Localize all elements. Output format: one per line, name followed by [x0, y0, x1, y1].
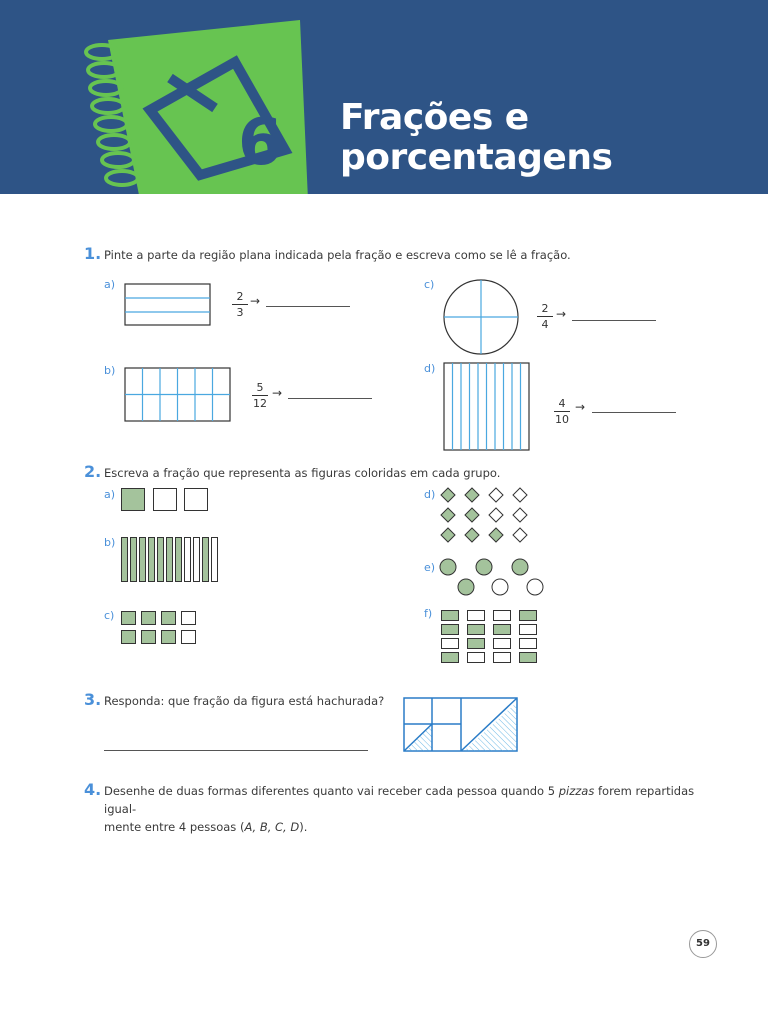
- q1c-fraction: [537, 302, 553, 331]
- q2b-bar-filled: [166, 537, 173, 582]
- q2f-label: f): [424, 607, 433, 620]
- q2b-bar-filled: [130, 537, 137, 582]
- q2b-bar: [211, 537, 218, 582]
- q1a-fraction: [232, 290, 248, 319]
- q1b-den: 12: [253, 397, 267, 410]
- q2-text: Escreva a fração que representa as figuras coloridas em cada grupo.: [104, 466, 501, 480]
- q1-number: 1.: [84, 244, 102, 263]
- q2b-bar: [184, 537, 191, 582]
- q2b-bar-filled: [202, 537, 209, 582]
- q1d-den: 10: [555, 413, 569, 426]
- q1b-num: 5: [256, 381, 264, 394]
- q2f-rect-filled: [493, 624, 511, 635]
- q2b-bar-filled: [121, 537, 128, 582]
- q2c-square-filled: [161, 630, 176, 644]
- q2f-rect: [467, 652, 485, 663]
- title-line1: Frações e: [340, 97, 529, 138]
- q4-line2-part2: ).: [299, 820, 308, 834]
- q1a-den: 3: [236, 306, 244, 319]
- q2f-rect-filled: [441, 610, 459, 621]
- q1a-num: 2: [236, 290, 244, 303]
- q2f-rect: [519, 624, 537, 635]
- q2f-rect-filled: [467, 638, 485, 649]
- q2c-square: [181, 611, 196, 625]
- q2c-square-filled: [121, 611, 136, 625]
- q1a-rectangle[interactable]: [124, 283, 212, 327]
- q2a-square: [153, 488, 177, 511]
- q2b-bar: [193, 537, 200, 582]
- q2f-rect-filled: [467, 624, 485, 635]
- q4-line2-italic: A, B, C, D: [244, 820, 300, 834]
- q2b-bar-filled: [157, 537, 164, 582]
- q2f-rect: [441, 638, 459, 649]
- q1c-answer-line[interactable]: [572, 320, 656, 321]
- q2f-rect: [493, 652, 511, 663]
- q1a-answer-line[interactable]: [266, 306, 350, 307]
- q2e-circles: [436, 556, 548, 600]
- q2c-square-filled: [161, 611, 176, 625]
- q1b-arrow: →: [272, 386, 283, 400]
- q2a-square-filled: [121, 488, 145, 511]
- q1d-arrow: →: [575, 400, 586, 414]
- q2a-label: a): [104, 488, 116, 501]
- q3-answer-line[interactable]: [104, 750, 368, 751]
- q1b-rectangle[interactable]: [124, 367, 232, 423]
- q2-number: 2.: [84, 462, 102, 481]
- page-title: [340, 98, 612, 178]
- q1d-num: 4: [558, 397, 566, 410]
- q2f-rect-filled: [519, 652, 537, 663]
- q1d-fraction: [554, 397, 570, 426]
- q1d-answer-line[interactable]: [592, 412, 676, 413]
- q2e-label: e): [424, 561, 436, 574]
- q3-text: Responda: que fração da figura está hachurada?: [104, 694, 385, 708]
- q1c-label: c): [424, 278, 435, 291]
- q2c-square-filled: [141, 611, 156, 625]
- q2b-bar-filled: [175, 537, 182, 582]
- q2b-bar-filled: [148, 537, 155, 582]
- q2f-rect: [493, 638, 511, 649]
- title-line2: porcentagens: [340, 137, 613, 178]
- q2f-rect-filled: [441, 624, 459, 635]
- q1c-den: 4: [541, 318, 549, 331]
- q1a-label: a): [104, 278, 116, 291]
- q4-text-part1: Desenhe de duas formas diferentes quanto vai receber cada pessoa quando 5: [104, 784, 559, 798]
- q2f-rect: [519, 638, 537, 649]
- q4-text-italic: pizzas: [558, 784, 595, 798]
- q1-text: Pinte a parte da região plana indicada pela fração e escreva como se lê a fração.: [104, 248, 571, 262]
- q1b-fraction: [252, 381, 268, 410]
- q1a-arrow: →: [250, 294, 261, 308]
- q1d-label: d): [424, 362, 436, 375]
- q2c-label: c): [104, 609, 115, 622]
- q3-number: 3.: [84, 690, 102, 709]
- q4-text-part2: forem repartidas igual-: [104, 784, 695, 816]
- q2f-rect-filled: [441, 652, 459, 663]
- q2f-rect: [493, 610, 511, 621]
- chapter-number: 6: [238, 106, 283, 180]
- q4-line2-part1: mente entre 4 pessoas (: [104, 820, 245, 834]
- q1d-square[interactable]: [443, 362, 531, 452]
- q1c-num: 2: [541, 302, 549, 315]
- q1b-label: b): [104, 364, 116, 377]
- q2c-square: [181, 630, 196, 644]
- q2f-rect-filled: [519, 610, 537, 621]
- q2d-diamonds: [438, 486, 534, 546]
- q3-hatched-figure: [402, 696, 520, 754]
- q1b-answer-line[interactable]: [288, 398, 372, 399]
- q2b-label: b): [104, 536, 116, 549]
- q2f-rect: [467, 610, 485, 621]
- q4-number: 4.: [84, 780, 102, 799]
- q2c-square-filled: [121, 630, 136, 644]
- q2b-bar-filled: [139, 537, 146, 582]
- page-number: 59: [689, 930, 717, 958]
- q2a-square: [184, 488, 208, 511]
- q2d-label: d): [424, 488, 436, 501]
- q1c-circle[interactable]: [442, 278, 520, 356]
- q2c-square-filled: [141, 630, 156, 644]
- q4-text: [104, 782, 724, 836]
- q1c-arrow: →: [556, 307, 567, 321]
